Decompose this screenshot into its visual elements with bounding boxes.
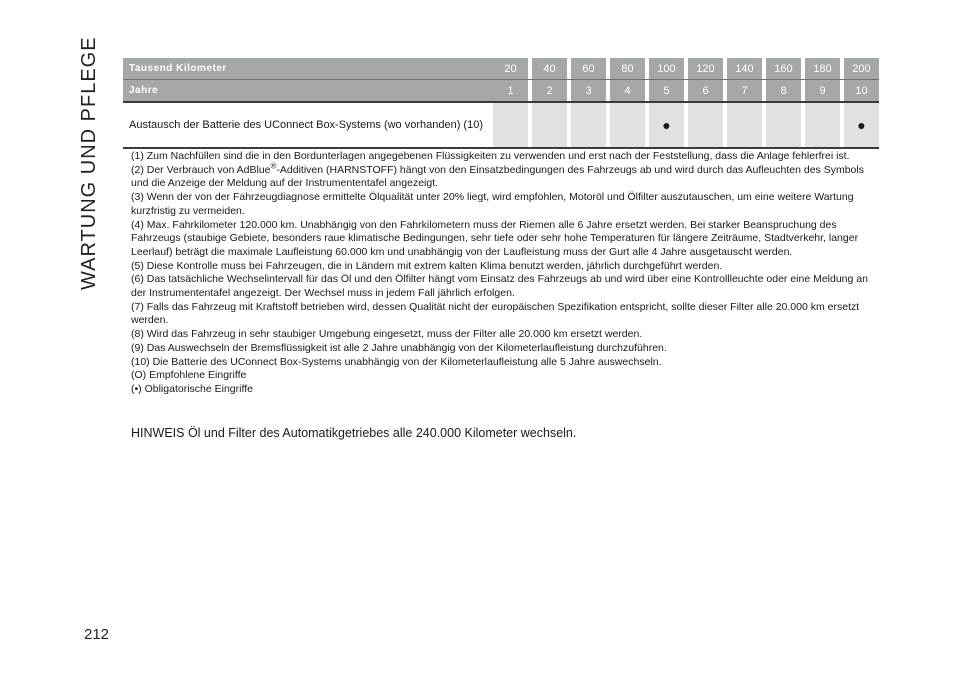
km-value: 200 <box>844 58 879 80</box>
km-header-label: Tausend Kilometer <box>123 58 493 80</box>
year-value: 2 <box>532 80 567 103</box>
row-cell <box>766 102 801 148</box>
row-label: Austausch der Batterie des UConnect Box-Systems (wo vorhanden) (10) <box>123 102 493 148</box>
mandatory-dot-cell: ● <box>844 102 879 148</box>
row-cell <box>493 102 528 148</box>
note-hinweis: HINWEIS Öl und Filter des Automatikgetriebes alle 240.000 Kilometer wechseln. <box>131 426 577 440</box>
table-row <box>123 102 879 148</box>
year-value: 7 <box>727 80 762 103</box>
year-value: 5 <box>649 80 684 103</box>
footnotes <box>131 150 877 397</box>
footnote: (9) Das Auswechseln der Bremsflüssigkeit ist alle 2 Jahre unabhängig von der Kilometerlaufleistung durchzuführen. <box>131 341 667 354</box>
year-value: 6 <box>688 80 723 103</box>
footnote: (1) Zum Nachfüllen sind die in den Bordunterlagen angegebenen Flüssigkeiten zu verwenden und erst nach der Feststellung, dass die Anlage fehlerfrei ist. <box>131 150 850 162</box>
years-header-label: Jahre <box>123 80 493 103</box>
maintenance-table <box>123 58 879 149</box>
legend-recommended: (O) Empfohlene Eingriffe <box>131 369 247 382</box>
km-value: 100 <box>649 58 684 80</box>
footnote: (5) Diese Kontrolle muss bei Fahrzeugen, die in Ländern mit extrem kalten Klima benutzt werden, jährlich durchgeführt werden. <box>131 259 723 272</box>
footnote: (8) Wird das Fahrzeug in sehr staubiger Umgebung eingesetzt, muss der Filter alle 20.000 km ersetzt werden. <box>131 328 643 341</box>
footnote <box>131 161 877 191</box>
chapter-side-title: WARTUNG UND PFLEGE <box>78 36 100 290</box>
km-value: 140 <box>727 58 762 80</box>
km-value: 40 <box>532 58 567 80</box>
year-value: 1 <box>493 80 528 103</box>
footnote-text: -Additiven (HARNSTOFF) hängt von den Einsatzbedingungen des Fahrzeugs ab und wird durch das Aufleuchten des Symbols und die Anzeige der Meldung auf der Instrumententafel angezeigt. <box>131 163 864 190</box>
km-value: 20 <box>493 58 528 80</box>
km-value: 120 <box>688 58 723 80</box>
footnote: (7) Falls das Fahrzeug mit Kraftstoff betrieben wird, dessen Qualität nicht der europäischen Spezifikation entspricht, sollte dieser Filter alle 20.000 km ersetzt werden. <box>131 300 860 327</box>
row-cell <box>688 102 723 148</box>
footnote: (3) Wenn der von der Fahrzeugdiagnose ermittelte Ölqualität unter 20% liegt, wird empfohlen, Motoröl und Ölfilter auszutauschen, um eine weitere Wartung kurzfristig zu vermeiden. <box>131 191 854 217</box>
row-cell <box>727 102 762 148</box>
year-value: 4 <box>610 80 645 103</box>
row-cell <box>571 102 606 148</box>
legend-mandatory: (•) Obligatorische Eingriffe <box>131 382 253 395</box>
year-value: 9 <box>805 80 840 103</box>
km-value: 80 <box>610 58 645 80</box>
registered-mark: ® <box>270 161 277 171</box>
year-value: 10 <box>844 80 879 103</box>
km-value: 60 <box>571 58 606 80</box>
row-cell <box>610 102 645 148</box>
year-value: 3 <box>571 80 606 103</box>
years-header-row <box>123 80 879 103</box>
km-value: 160 <box>766 58 801 80</box>
km-header-row <box>123 58 879 80</box>
year-value: 8 <box>766 80 801 103</box>
footnote: (6) Das tatsächliche Wechselintervall für das Öl und den Ölfilter hängt vom Einsatz des Fahrzeugs ab und wird über eine Kontrollleuchte oder eine Meldung an der Instrumententafel angezeigt. Der Wechsel muss in jedem Fall jährlich erfolgen. <box>131 273 868 300</box>
row-cell <box>532 102 567 148</box>
mandatory-dot-cell: ● <box>649 102 684 148</box>
row-cell <box>805 102 840 148</box>
page-number: 212 <box>84 626 110 643</box>
footnote-text: (2) Der Verbrauch von AdBlue <box>131 163 271 176</box>
footnote: (4) Max. Fahrkilometer 120.000 km. Unabhängig von den Fahrkilometern muss der Riemen alle 6 Jahre ersetzt werden. Bei starker Beanspruchung des Fahrzeugs (staubige Gebiete, besonders raue klimatische Bedingungen, sehr tiefe oder sehr hohe Temperaturen für längere Zeiträume, Stadtverkehr, langer Leerlauf) beträgt die maximale Laufleistung 60.000 km und unabhängig von der Laufleistung muss der Gurt alle 4 Jahre ausgetauscht werden. <box>131 218 859 258</box>
footnote: (10) Die Batterie des UConnect Box-Systems unabhängig von der Kilometerlaufleistung alle 5 Jahre auswechseln. <box>131 355 662 368</box>
km-value: 180 <box>805 58 840 80</box>
